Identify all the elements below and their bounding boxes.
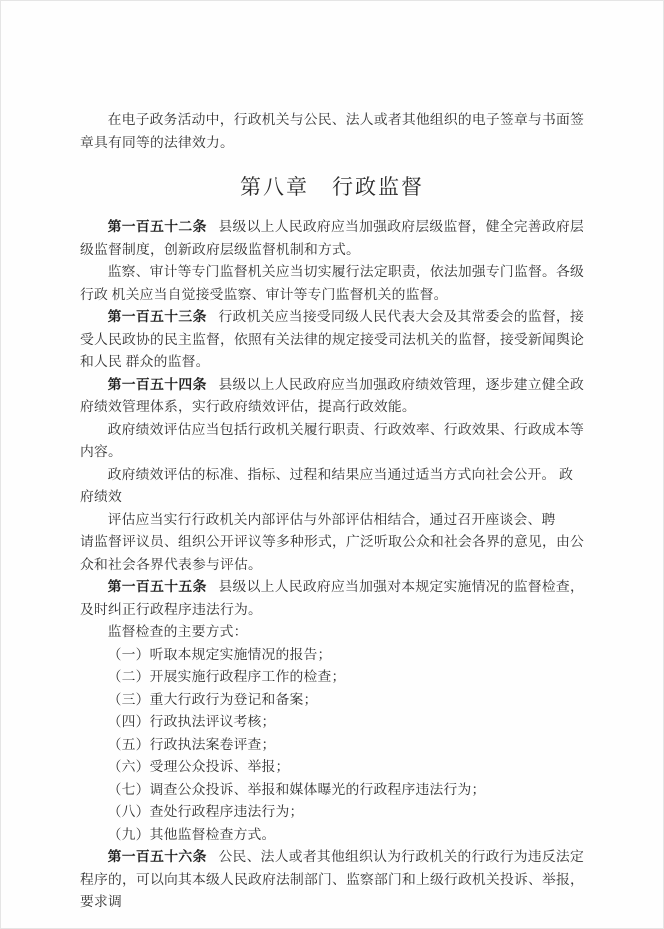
article-152-text: 县级以上人民政府应当加强政府层级监督，健全完善政府层级监督制度，创新政府层级监督机制和方式。 — [80, 219, 584, 257]
list-item-8: （八）查处行政程序违法行为； — [107, 804, 304, 819]
article-152 — [80, 216, 584, 261]
article-155 — [80, 576, 584, 621]
paragraph-performance-evaluation-line: 评估应当实行行政机关内部评估与外部评估相结合，通过召开座谈会、聘 — [107, 511, 556, 527]
document-body — [80, 109, 584, 914]
paragraph-performance-publicity-line: 政府绩效评估的标准、指标、过程和结果应当通过适当方式向社会公开。 政府绩效 — [80, 466, 574, 504]
list-item-5: （五）行政执法案卷评查； — [107, 736, 276, 752]
article-155-number: 第一百五十五条 — [107, 579, 207, 594]
list-item-2: （二）开展实施行政程序工作的检查； — [107, 669, 346, 684]
paragraph-performance-scope: 政府绩效评估应当包括行政机关履行职责、行政效率、行政效果、行政成本等内容。 — [80, 421, 584, 459]
list-item-7: （七）调查公众投诉、举报和媒体曝光的行政程序违法行为； — [107, 781, 486, 797]
list-item-6: （六）受理公众投诉、举报； — [107, 759, 290, 774]
article-156-number: 第一百五十六条 — [107, 849, 207, 864]
article-153 — [80, 306, 584, 374]
paragraph-special-supervision-organs: 监察、审计等专门监督机关应当切实履行法定职责，依法加强专门监督。各级行政 机关应当自觉接受监察、审计等专门监督机关的监督。 — [80, 264, 584, 302]
article-155-text: 县级以上人民政府应当加强对本规定实施情况的监督检查，及时纠正行政程序违法行为。 — [80, 579, 584, 617]
list-item-3: （三）重大行政行为登记和备案； — [107, 691, 318, 707]
article-153-number: 第一百五十三条 — [107, 309, 207, 324]
list-item-9: （九）其他监督检查方式。 — [107, 826, 276, 842]
list-item-4: （四）行政执法评议考核； — [107, 714, 276, 729]
article-156 — [80, 846, 584, 914]
article-152-number: 第一百五十二条 — [107, 219, 207, 234]
chapter-heading: 第八章 行政监督 — [240, 175, 424, 199]
paragraph-inspection-methods-intro: 监督检查的主要方式： — [107, 624, 248, 639]
article-154-text: 县级以上人民政府应当加强政府绩效管理，逐步建立健全政府绩效管理体系，实行政府绩效评估，提高行政效能。 — [80, 376, 584, 414]
article-156-text: 公民、法人或者其他组织认为行政机关的行政行为违反法定程序的，可以向其本级人民政府法制部门、监察部门和上级行政机关投诉、举报，要求调 — [80, 849, 584, 909]
paragraph-performance-forms: 请监督评议员、组织公开评议等多种形式，广泛听取公众和社会各界的意见，由公众和社会各界代表参与评估。 — [80, 534, 584, 572]
article-153-text: 行政机关应当接受同级人民代表大会及其常委会的监督，接受人民政协的民主监督，依照有关法律的规定接受司法机关的监督，接受新闻舆论和人民 群众的监督。 — [80, 309, 584, 369]
article-154-number: 第一百五十四条 — [107, 376, 207, 392]
article-154 — [80, 374, 584, 419]
paragraph-esignature: 在电子政务活动中，行政机关与公民、法人或者其他组织的电子签章与书面签章具有同等的法律效力。 — [80, 112, 584, 150]
list-item-1: （一）听取本规定实施情况的报告； — [107, 646, 332, 662]
